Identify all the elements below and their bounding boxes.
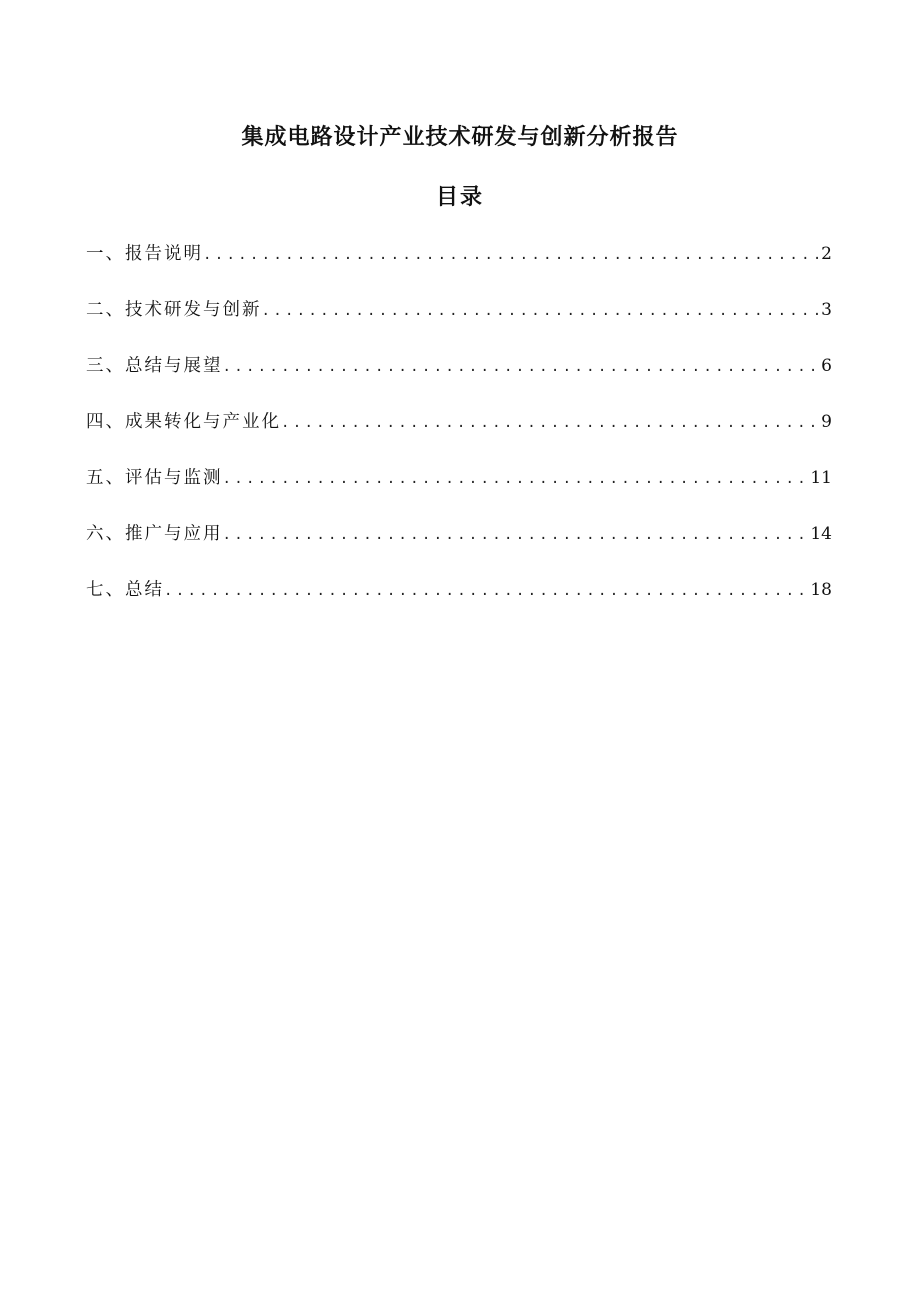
document-title: 集成电路设计产业技术研发与创新分析报告 — [241, 125, 679, 150]
toc-entry-label: 七、总结 — [86, 580, 164, 600]
toc-dot-leader — [223, 463, 809, 495]
toc-entry-promotion-application[interactable] — [86, 518, 832, 574]
toc-entry-page-number: 9 — [821, 412, 832, 432]
toc-entry-page-number: 18 — [810, 580, 832, 600]
toc-entry-conclusion[interactable] — [86, 574, 832, 630]
toc-entry-summary-outlook[interactable] — [86, 350, 832, 406]
toc-heading: 目录 — [435, 185, 484, 210]
toc-entry-label: 一、报告说明 — [86, 244, 203, 264]
toc-dot-leader — [281, 407, 819, 439]
toc-entry-label: 二、技术研发与创新 — [86, 300, 262, 320]
table-of-contents — [86, 238, 832, 630]
toc-dot-leader — [223, 351, 820, 383]
toc-entry-label: 三、总结与展望 — [86, 356, 223, 376]
toc-dot-leader — [203, 239, 819, 271]
toc-entry-page-number: 3 — [821, 300, 832, 320]
toc-entry-rd-innovation[interactable] — [86, 294, 832, 350]
toc-entry-page-number: 11 — [810, 468, 832, 488]
toc-entry-page-number: 14 — [810, 524, 832, 544]
toc-entry-label: 四、成果转化与产业化 — [86, 412, 281, 432]
toc-entry-evaluation-monitoring[interactable] — [86, 462, 832, 518]
toc-entry-commercialization[interactable] — [86, 406, 832, 462]
toc-entry-report-description[interactable] — [86, 238, 832, 294]
toc-entry-page-number: 2 — [821, 244, 832, 264]
toc-entry-page-number: 6 — [821, 356, 832, 376]
toc-dot-leader — [164, 575, 808, 607]
toc-dot-leader — [223, 519, 809, 551]
toc-dot-leader — [262, 295, 820, 327]
toc-entry-label: 六、推广与应用 — [86, 524, 223, 544]
toc-entry-label: 五、评估与监测 — [86, 468, 223, 488]
